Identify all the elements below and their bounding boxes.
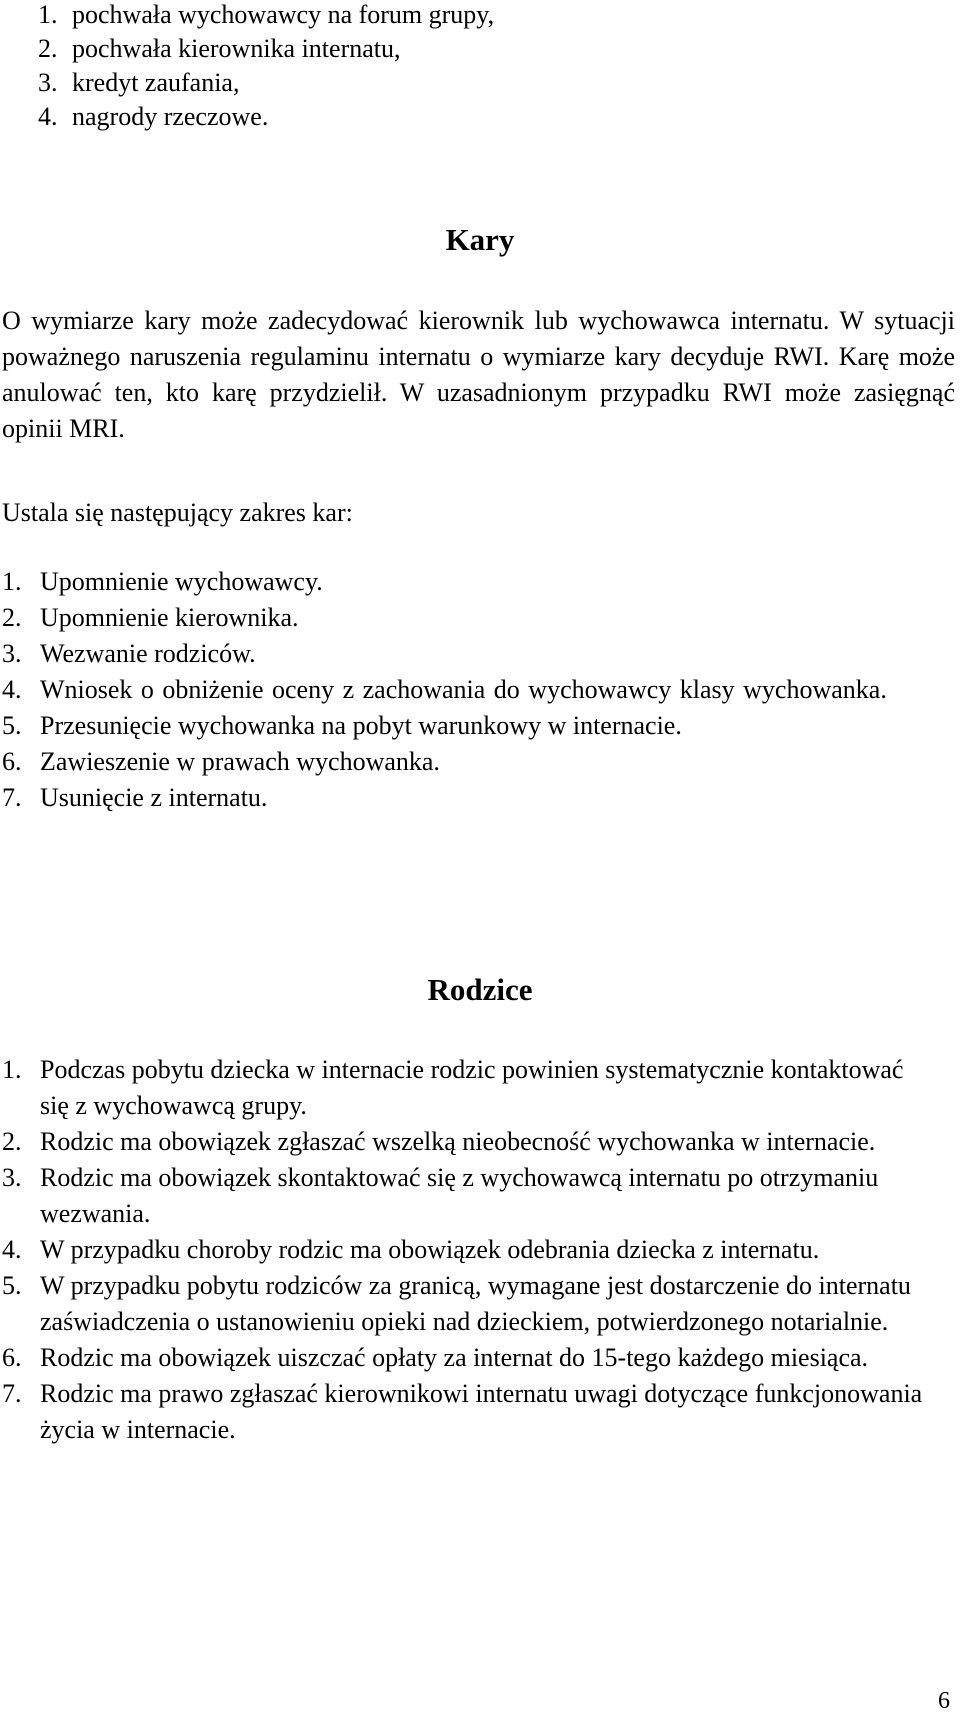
list-item-number: 1. xyxy=(2,1055,22,1084)
list-item-number: 5. xyxy=(2,711,22,740)
list-item-text: Wezwanie rodziców. xyxy=(40,639,256,668)
list-item xyxy=(2,564,955,600)
list-item-text: Rodzic ma obowiązek uiszczać opłaty za internat do 15-tego każdego miesiąca. xyxy=(40,1343,869,1372)
list-item xyxy=(2,780,955,816)
parents-list xyxy=(2,1052,927,1448)
list-item xyxy=(2,708,955,744)
section-heading-kary: Kary xyxy=(445,222,515,257)
rewards-list xyxy=(38,0,918,134)
paragraph-text: O wymiarze kary może zadecydować kierownik lub wychowawca internatu. W sytuacji poważnego naruszenia regulaminu internatu o wymiarze kary decyduje RWI. Karę może anulować ten, kto karę przydzielił. W uzasadnionym przypadku RWI może zasięgnąć opinii MRI. xyxy=(2,306,955,443)
list-item-number: 3. xyxy=(2,639,22,668)
list-item xyxy=(2,744,955,780)
list-item-text: Zawieszenie w prawach wychowanka. xyxy=(40,747,440,776)
list-item-text: Rodzic ma obowiązek skontaktować się z wychowawcą internatu po otrzymaniu wezwania. xyxy=(40,1163,879,1228)
list-item-text: W przypadku pobytu rodziców za granicą, wymagane jest dostarczenie do internatu zaświadczenia o ustanowieniu opieki nad dzieckiem, potwierdzonego notarialnie. xyxy=(40,1271,911,1336)
list-item-number: 6. xyxy=(2,1343,22,1372)
list-item xyxy=(2,636,955,672)
list-item-text: Rodzic ma prawo zgłaszać kierownikowi internatu uwagi dotyczące funkcjonowania życia w internacie. xyxy=(40,1379,923,1444)
list-item-number: 1. xyxy=(2,567,22,596)
list-item-text: W przypadku choroby rodzic ma obowiązek odebrania dziecka z internatu. xyxy=(40,1235,820,1264)
list-item-number: 2. xyxy=(2,1127,22,1156)
list-item-text: pochwała kierownika internatu, xyxy=(72,34,401,63)
list-item xyxy=(2,1340,927,1376)
list-item xyxy=(38,66,918,100)
list-item xyxy=(2,600,955,636)
list-item-number: 4. xyxy=(2,675,22,704)
list-item-number: 2. xyxy=(38,34,58,63)
section-heading-rodzice: Rodzice xyxy=(427,972,533,1007)
list-item-number: 3. xyxy=(38,68,58,97)
list-item-text: Podczas pobytu dziecka w internacie rodzic powinien systematycznie kontaktować się z wychowawcą grupy. xyxy=(40,1055,904,1120)
list-item xyxy=(38,0,918,32)
list-item-number: 5. xyxy=(2,1271,22,1300)
list-item-number: 4. xyxy=(38,102,58,131)
list-item xyxy=(38,32,918,66)
list-item-text: Upomnienie wychowawcy. xyxy=(40,567,323,596)
list-item-number: 2. xyxy=(2,603,22,632)
penalties-list xyxy=(2,564,955,816)
list-item-text: nagrody rzeczowe. xyxy=(72,102,269,131)
list-item-number: 3. xyxy=(2,1163,22,1192)
list-item-text: pochwała wychowawcy na forum grupy, xyxy=(72,0,495,29)
page-number: 6 xyxy=(938,1688,950,1714)
list-item-number: 1. xyxy=(38,0,58,29)
list-item-text: Rodzic ma obowiązek zgłaszać wszelką nieobecność wychowanka w internacie. xyxy=(40,1127,876,1156)
list-item-number: 6. xyxy=(2,747,22,776)
list-item xyxy=(2,1160,927,1232)
list-item-text: Przesunięcie wychowanka na pobyt warunkowy w internacie. xyxy=(40,711,682,740)
list-item-text: Wniosek o obniżenie oceny z zachowania do wychowawcy klasy wychowanka. xyxy=(40,675,887,704)
list-item-number: 7. xyxy=(2,783,22,812)
list-item xyxy=(38,100,918,134)
list-item-number: 7. xyxy=(2,1379,22,1408)
list-item xyxy=(2,1232,927,1268)
list-item-number: 4. xyxy=(2,1235,22,1264)
list-item xyxy=(2,1052,927,1124)
list-item xyxy=(2,1124,927,1160)
list-item xyxy=(2,672,955,708)
list-item-text: Usunięcie z internatu. xyxy=(40,783,268,812)
list-item xyxy=(2,1376,927,1448)
list-item-text: kredyt zaufania, xyxy=(72,68,240,97)
list-item-text: Upomnienie kierownika. xyxy=(40,603,299,632)
kary-paragraph xyxy=(2,303,955,447)
list-item xyxy=(2,1268,927,1340)
kary-intro: Ustala się następujący zakres kar: xyxy=(2,498,353,527)
